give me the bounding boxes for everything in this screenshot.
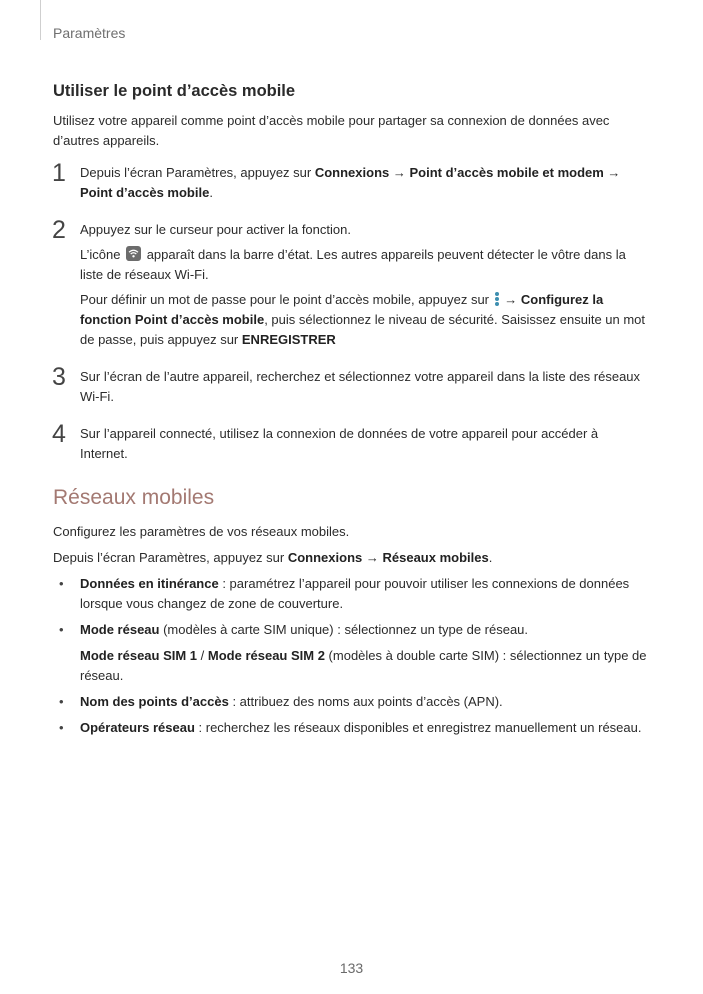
section-path: Depuis l’écran Paramètres, appuyez sur Connexions → Réseaux mobiles. <box>53 550 493 565</box>
step-text: Appuyez sur le curseur pour activer la fonction. <box>80 222 351 237</box>
list-item: • Mode réseau (modèles à carte SIM unique) : sélectionnez un type de réseau. Mode réseau SIM 1 / Mode réseau SIM 2 (modèles à double carte SIM) : sélectionnez un type de réseau. <box>59 622 647 683</box>
step-2 <box>52 216 649 350</box>
setting-term: Mode réseau SIM 1 <box>80 648 198 663</box>
step-note: L’icône apparaît dans la barre d’état. Les autres appareils peuvent détecter le vôtre dans la liste de réseaux Wi-Fi. <box>80 247 626 282</box>
subsection-title: Utiliser le point d’accès mobile <box>53 82 296 100</box>
step-number: 3 <box>52 363 66 391</box>
step-text: Sur l’appareil connecté, utilisez la connexion de données de votre appareil pour accéder à Internet. <box>80 426 599 461</box>
page-number: 133 <box>339 960 364 976</box>
step-4 <box>52 420 649 464</box>
more-options-icon <box>493 291 501 307</box>
menu-term: Connexions <box>287 550 363 565</box>
setting-term: Données en itinérance <box>80 576 219 591</box>
section-title: Réseaux mobiles <box>53 486 215 509</box>
step-number: 2 <box>52 216 66 244</box>
step-note: Pour définir un mot de passe pour le point d’accès mobile, appuyez sur → Configurez la fonction Point d’accès mobile, puis sélectionnez le niveau de sécurité. Saisissez ensuite un mot de passe, puis appuyez sur ENREGISTRER <box>80 292 646 347</box>
menu-term: Point d’accès mobile et modem <box>409 165 604 180</box>
setting-term: Nom des points d’accès <box>80 694 229 709</box>
step-text: Depuis l’écran Paramètres, appuyez sur Connexions → Point d’accès mobile et modem → Point d’accès mobile. <box>80 165 621 200</box>
page-content <box>53 82 649 744</box>
step-1 <box>52 159 649 203</box>
list-item: • Opérateurs réseau : recherchez les réseaux disponibles et enregistrez manuellement un réseau. <box>53 718 649 738</box>
bullet: • <box>59 576 64 591</box>
header-divider <box>40 0 41 40</box>
section-paragraph: Configurez les paramètres de vos réseaux mobiles. <box>53 524 350 539</box>
menu-term: Réseaux mobiles <box>382 550 489 565</box>
bullet: • <box>59 694 64 709</box>
list-item: • Données en itinérance : paramétrez l’appareil pour pouvoir utiliser les connexions de données lorsque vous changez de zone de couverture. <box>59 576 630 611</box>
intro-paragraph: Utilisez votre appareil comme point d’accès mobile pour partager sa connexion de données avec d’autres appareils. <box>53 113 610 148</box>
bullet: • <box>59 720 64 735</box>
hotspot-icon <box>126 246 141 261</box>
list-item: • Nom des points d’accès : attribuez des noms aux points d’accès (APN). <box>53 692 649 712</box>
setting-term: Mode réseau SIM 2 <box>207 648 325 663</box>
bullet: • <box>59 622 64 637</box>
step-3 <box>52 363 649 407</box>
step-number: 4 <box>52 420 66 448</box>
menu-term: Point d’accès mobile <box>80 185 210 200</box>
settings-list <box>53 574 649 738</box>
menu-term: ENREGISTRER <box>241 332 336 347</box>
running-header: Paramètres <box>53 25 126 41</box>
menu-term: Configurez la fonction Point d’accès mobile <box>80 292 604 327</box>
setting-term: Mode réseau <box>80 622 160 637</box>
setting-term: Opérateurs réseau <box>80 720 195 735</box>
step-number: 1 <box>52 159 66 187</box>
step-text: Sur l’écran de l’autre appareil, recherchez et sélectionnez votre appareil dans la liste des réseaux Wi-Fi. <box>80 369 641 404</box>
menu-term: Connexions <box>314 165 390 180</box>
